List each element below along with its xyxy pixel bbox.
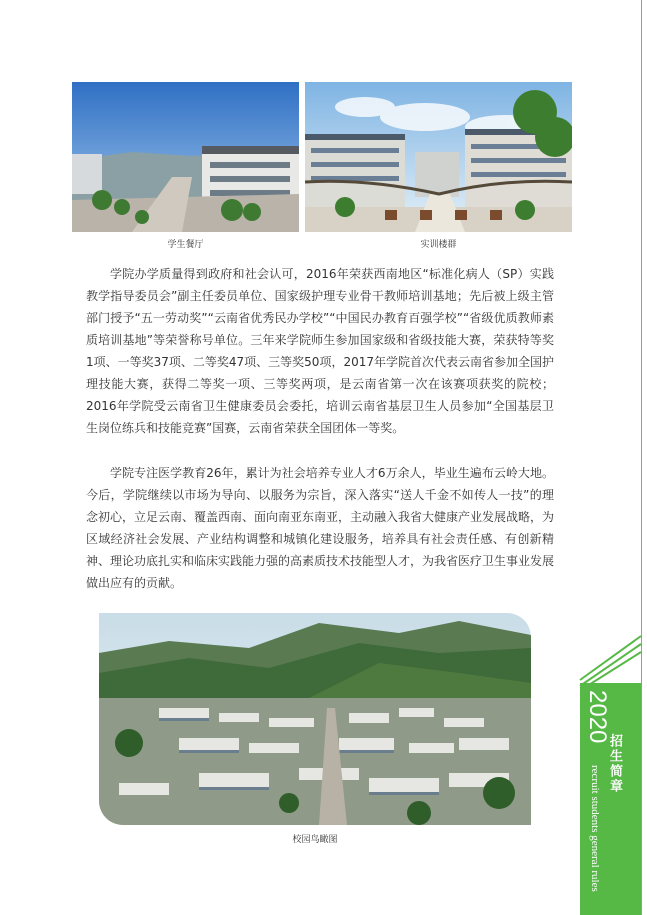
page-edge-rule [641,0,642,915]
body-paragraph: 学院办学质量得到政府和社会认可，2016年荣获西南地区“标准化病人（SP）实践教学指导委员会”副主任委员单位、国家级护理专业骨干教师培训基地；先后被上级主管部门授予“五一劳动奖”“云南省优秀民办学校”“中国民办教育百强学校”“省级优质教师素质培训基地”等荣誉称号单位。三年来学院师生参加国家级和省级技能大赛，荣获特等奖1项、一等奖37项、二等奖47项、三等奖50项，2017年学院首次代表云南省参加全国护理技能大赛，获得二等奖一项、三等奖两项，是云南省第一次在该赛项获奖的院校；2016年学院受云南省卫生健康委员会委托，培训云南省基层卫生人员参加“全国基层卫生岗位练兵和技能竞赛”国赛，云南省荣获全国团体一等奖。 [86,267,554,435]
brochure-year: 2020 [584,690,611,744]
photo-caption: 实训楼群 [420,240,457,250]
photo-campus-aerial [99,613,531,825]
photo-training-buildings [305,82,572,232]
photo-student-canteen [72,82,299,232]
photo-caption: 学生餐厅 [167,240,204,250]
photo-caption: 校园鸟瞰图 [292,835,338,845]
decorative-stripes-icon [578,628,642,688]
body-paragraph: 学院专注医学教育26年，累计为社会培养专业人才6万余人，毕业生遍布云岭大地。今后，学院继续以市场为导向、以服务为宗旨，深入落实“送人千金不如传人一技”的理念初心，立足云南、覆盖西南、面向南亚东南亚，主动融入我省大健康产业发展战略，为区域经济社会发展、产业结构调整和城镇化建设服务，培养具有社会责任感、有创新精神、理论功底扎实和临床实践能力强的高素质技术技能型人才，为我省医疗卫生事业发展做出应有的贡献。 [86,466,555,590]
brochure-subtitle: recruit students general rules [589,765,601,892]
brochure-title: 招生简章 [607,734,622,794]
